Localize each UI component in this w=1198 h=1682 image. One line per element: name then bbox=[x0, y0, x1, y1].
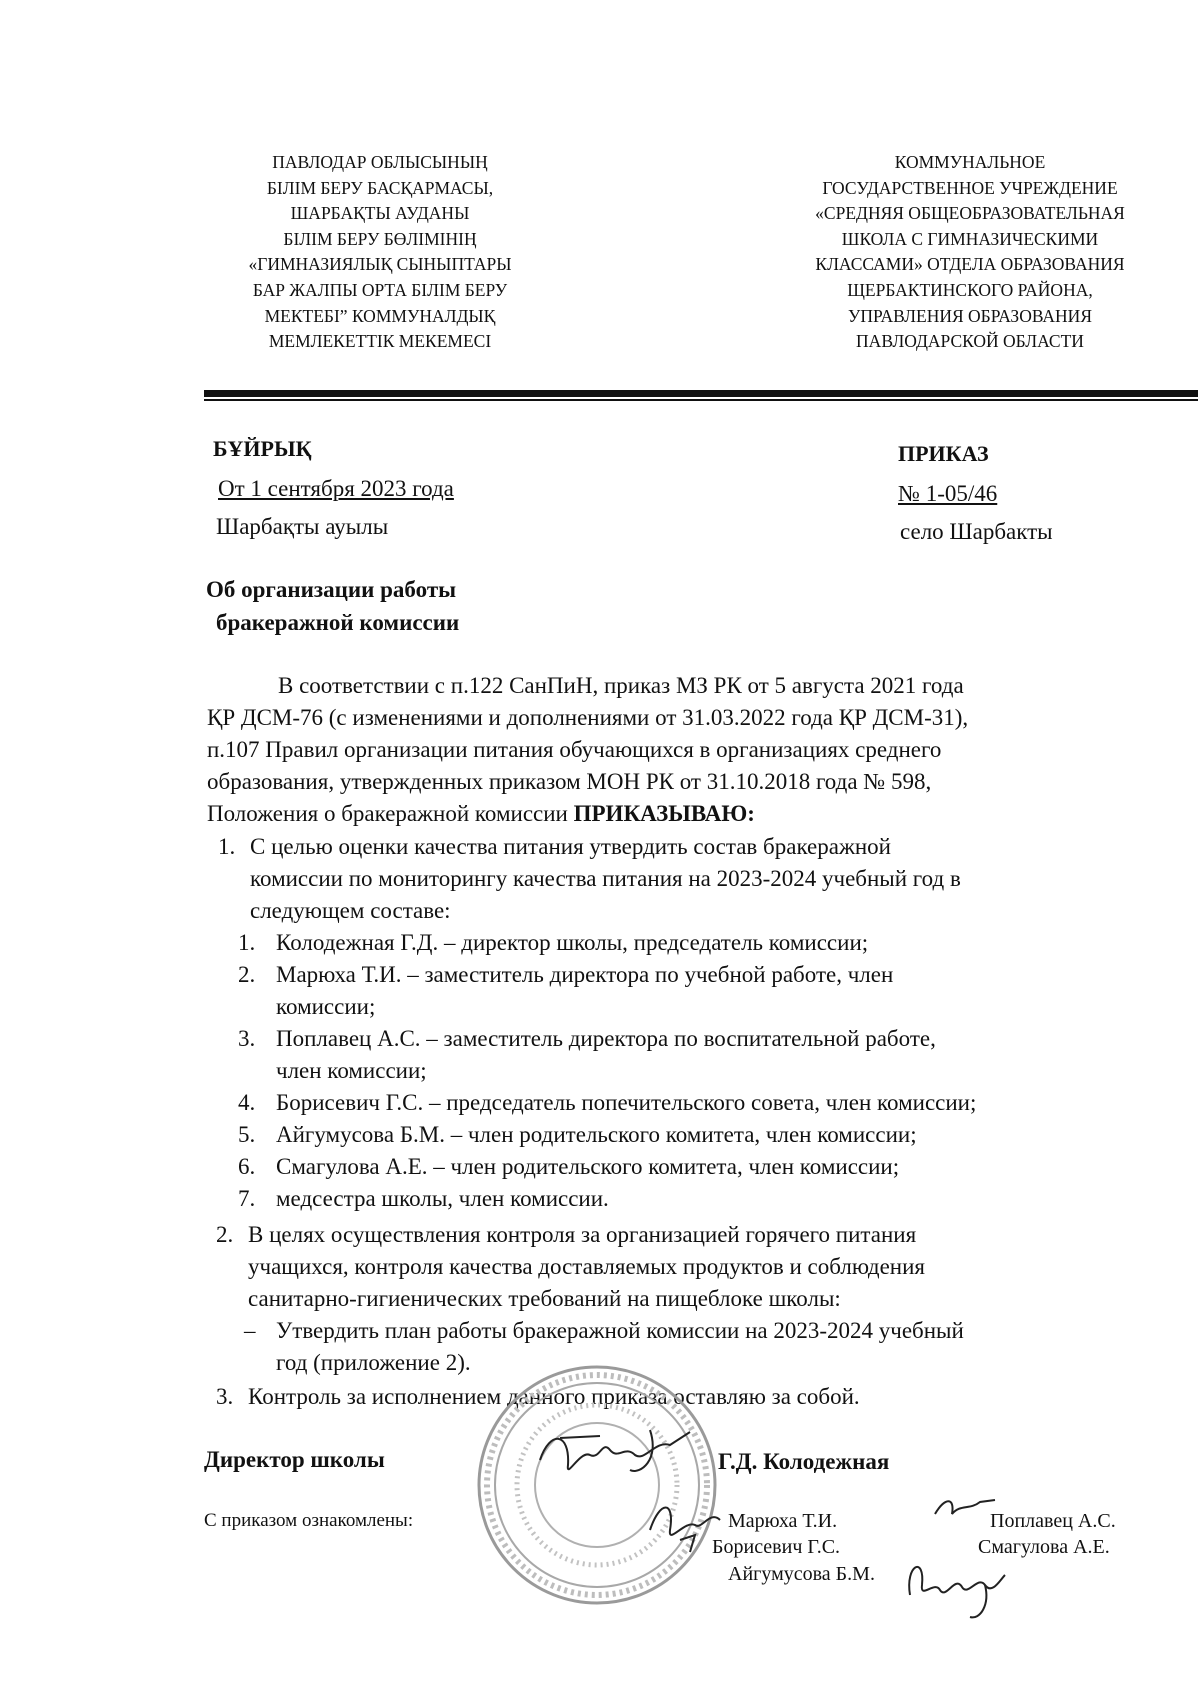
director-signature bbox=[530, 1420, 700, 1490]
item-dash: – bbox=[244, 1318, 256, 1343]
member-number: 1. bbox=[238, 930, 256, 955]
item-text: санитарно-гигиенических требований на пищеблоке школы: bbox=[248, 1286, 841, 1311]
member-text: Смагулова А.Е. – член родительского комитета, член комиссии; bbox=[276, 1154, 900, 1179]
member-text: Колодежная Г.Д. – директор школы, председатель комиссии; bbox=[276, 930, 869, 955]
order-place-ru: село Шарбакты bbox=[900, 519, 1053, 544]
header-kazakh-line: МЕМЛЕКЕТТІК МЕКЕМЕСІ bbox=[268, 331, 492, 352]
item-text: учащихся, контроля качества доставляемых продуктов и соблюдения bbox=[248, 1254, 925, 1279]
acquainted-name: Борисевич Г.С. bbox=[712, 1536, 841, 1558]
order-subject-line: Об организации работы bbox=[206, 577, 457, 602]
member-number: 6. bbox=[238, 1154, 256, 1179]
member-text: Айгумусова Б.М. – член родительского комитета, член комиссии; bbox=[276, 1122, 917, 1147]
header-russian-line: ШКОЛА С ГИМНАЗИЧЕСКИМИ bbox=[841, 228, 1099, 249]
member-number: 2. bbox=[238, 962, 256, 987]
item-text: комиссии по мониторингу качества питания на 2023-2024 учебный год в bbox=[250, 866, 961, 891]
acquainted-label: С приказом ознакомлены: bbox=[204, 1510, 414, 1531]
header-kazakh-line: БІЛІМ БЕРУ БАСҚАРМАСЫ, bbox=[266, 177, 494, 198]
preamble-line: образования, утвержденных приказом МОН РК от 31.10.2018 года № 598, bbox=[207, 769, 932, 794]
signature-aigumusova bbox=[900, 1545, 1010, 1625]
signature-maryukha bbox=[640, 1490, 730, 1560]
item-number: 2. bbox=[216, 1222, 234, 1247]
director-position: Директор школы bbox=[204, 1447, 385, 1472]
member-text: Борисевич Г.С. – председатель попечительского совета, член комиссии; bbox=[276, 1090, 977, 1115]
item-text: Контроль за исполнением данного приказа оставляю за собой. bbox=[248, 1384, 860, 1409]
member-text: комиссии; bbox=[276, 994, 376, 1019]
header-russian-line: «СРЕДНЯЯ ОБЩЕОБРАЗОВАТЕЛЬНАЯ bbox=[815, 203, 1125, 224]
header-russian-line: УПРАВЛЕНИЯ ОБРАЗОВАНИЯ bbox=[848, 305, 1092, 326]
header-kazakh-line: БАР ЖАЛПЫ ОРТА БІЛІМ БЕРУ bbox=[252, 279, 508, 300]
header-russian-line: КОММУНАЛЬНОЕ bbox=[894, 152, 1046, 172]
order-title-kz: БҰЙРЫҚ bbox=[213, 436, 312, 461]
header-kazakh-line: БІЛІМ БЕРУ БӨЛІМІНІҢ bbox=[283, 228, 477, 249]
signature-poplavets bbox=[930, 1492, 1000, 1522]
item-text: следующем составе: bbox=[250, 898, 451, 923]
preamble-last-line bbox=[207, 801, 755, 827]
header-russian-line: ПАВЛОДАРСКОЙ ОБЛАСТИ bbox=[856, 331, 1084, 352]
director-name: Г.Д. Колодежная bbox=[718, 1449, 890, 1474]
order-date: От 1 сентября 2023 года bbox=[218, 476, 454, 501]
acquainted-name: Айгумусова Б.М. bbox=[728, 1563, 875, 1585]
order-title-ru: ПРИКАЗ bbox=[898, 441, 989, 466]
header-russian-line: ЩЕРБАКТИНСКОГО РАЙОНА, bbox=[847, 279, 1093, 300]
order-number: № 1-05/46 bbox=[898, 481, 998, 506]
header-kazakh-line: ПАВЛОДАР ОБЛЫСЫНЫҢ bbox=[272, 152, 488, 172]
member-text: медсестра школы, член комиссии. bbox=[276, 1186, 609, 1211]
item-number: 3. bbox=[216, 1384, 234, 1409]
member-number: 4. bbox=[238, 1090, 256, 1115]
item-text: год (приложение 2). bbox=[276, 1350, 471, 1375]
preamble-line: Положения о бракеражной комиссии bbox=[207, 801, 574, 826]
header-divider bbox=[204, 390, 1198, 397]
acquainted-name: Поплавец А.С. bbox=[990, 1510, 1116, 1532]
header-russian bbox=[775, 150, 1165, 355]
acquainted-name: Смагулова А.Е. bbox=[978, 1536, 1110, 1558]
member-number: 7. bbox=[238, 1186, 256, 1211]
preamble-line: п.107 Правил организации питания обучающихся в организациях среднего bbox=[207, 737, 942, 762]
item-text: Утвердить план работы бракеражной комиссии на 2023-2024 учебный bbox=[276, 1318, 964, 1343]
member-number: 3. bbox=[238, 1026, 256, 1051]
item-text: С целью оценки качества питания утвердить состав бракеражной bbox=[250, 834, 891, 859]
header-kazakh-line: МЕКТЕБІ” КОММУНАЛДЫҚ bbox=[264, 305, 496, 326]
header-kazakh bbox=[200, 150, 560, 355]
preamble-line: ҚР ДСМ-76 (с изменениями и дополнениями от 31.03.2022 года ҚР ДСМ-31), bbox=[207, 705, 969, 730]
acquainted-name: Марюха Т.И. bbox=[728, 1510, 838, 1532]
item-text: В целях осуществления контроля за организацией горячего питания bbox=[248, 1222, 917, 1247]
member-text: Поплавец А.С. – заместитель директора по воспитательной работе, bbox=[276, 1026, 936, 1051]
header-kazakh-line: ШАРБАҚТЫ АУДАНЫ bbox=[290, 203, 470, 224]
order-subject-line: бракеражной комиссии bbox=[216, 610, 460, 635]
order-word: ПРИКАЗЫВАЮ: bbox=[573, 801, 755, 826]
header-russian-line: КЛАССАМИ» ОТДЕЛА ОБРАЗОВАНИЯ bbox=[815, 254, 1125, 275]
preamble-line: В соответствии с п.122 СанПиН, приказ МЗ РК от 5 августа 2021 года bbox=[278, 673, 964, 698]
header-kazakh-line: «ГИМНАЗИЯЛЫҚ СЫНЫПТАРЫ bbox=[248, 254, 512, 275]
member-number: 5. bbox=[238, 1122, 256, 1147]
order-place-kz: Шарбақты ауылы bbox=[216, 514, 389, 539]
member-text: Марюха Т.И. – заместитель директора по учебной работе, член bbox=[276, 962, 894, 987]
item-number: 1. bbox=[218, 834, 236, 859]
header-divider-thin bbox=[204, 399, 1198, 401]
member-text: член комиссии; bbox=[276, 1058, 427, 1083]
header-russian-line: ГОСУДАРСТВЕННОЕ УЧРЕЖДЕНИЕ bbox=[822, 177, 1118, 198]
